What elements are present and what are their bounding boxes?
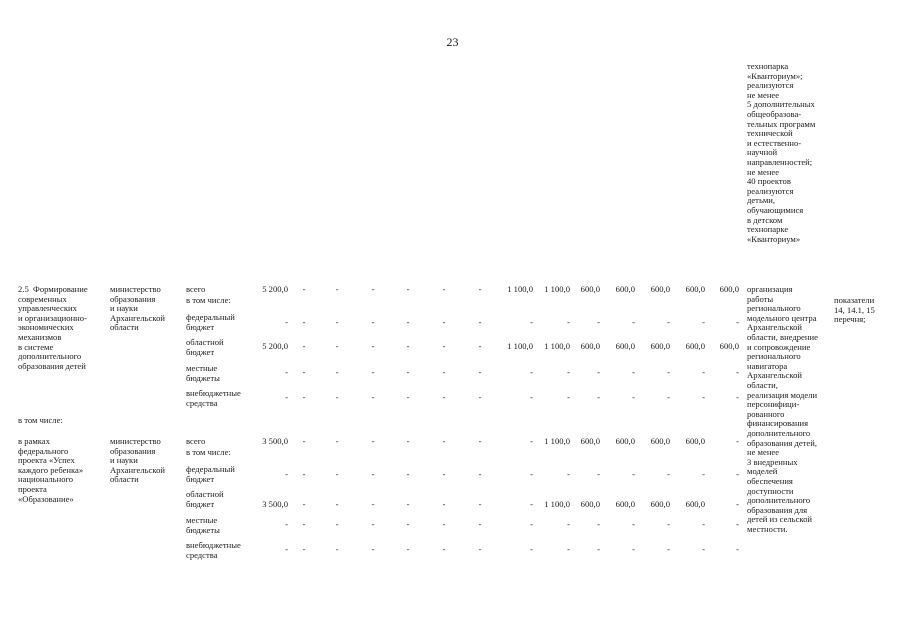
row25-result-line: организация xyxy=(747,284,793,294)
row_fp-value-total: - xyxy=(371,436,375,446)
row_25-value-regional: - xyxy=(406,341,410,351)
row_fp-source-local: местные xyxy=(186,515,218,525)
row_25-value-federal: - xyxy=(478,317,482,327)
row_25-value-regional: - xyxy=(335,341,339,351)
row_25-value-regional: - xyxy=(371,341,375,351)
continuation-line: направленностей; xyxy=(747,157,813,167)
row_fp-value-local: - xyxy=(632,519,635,529)
continuation-line: не менее xyxy=(747,89,780,100)
row_fp-value-regional: - xyxy=(736,499,739,509)
row25-result-line: доступности xyxy=(747,485,794,496)
row_25-value-extra: - xyxy=(702,392,705,402)
row_fp-executor-line: и науки xyxy=(110,455,138,466)
row_fp-value-local: - xyxy=(302,519,306,529)
row25-result-line: реализация модели xyxy=(747,389,818,400)
row_fp-value-regional: 600,0 xyxy=(580,499,600,509)
row_25-value-extra: - xyxy=(371,392,375,402)
row_25-value-total: - xyxy=(335,284,339,294)
row_fp-value-regional: 3 500,0 xyxy=(262,499,288,509)
continuation-line: технопарке xyxy=(747,224,789,235)
row_fp-value-extra: - xyxy=(567,544,570,554)
row_fp-value-federal: - xyxy=(335,469,339,479)
row_fp-executor-line: образования xyxy=(110,445,156,456)
continuation-line: детьми, xyxy=(747,195,776,206)
row_fp-value-extra: - xyxy=(736,544,739,554)
row_25-value-extra: - xyxy=(597,392,600,402)
row_25-source-federal: федеральный xyxy=(186,312,235,322)
row_fp-value-extra: - xyxy=(442,544,446,554)
row_fp-source-including: в том числе: xyxy=(186,446,231,457)
row_25-source-total: всего xyxy=(186,284,206,294)
row_fp-value-total: 600,0 xyxy=(685,436,705,446)
row_25-value-local: - xyxy=(702,367,705,377)
row_fp-value-regional: 600,0 xyxy=(615,499,635,509)
row_25-executor-line: образования xyxy=(110,293,156,304)
row_25-source-regional: бюджет xyxy=(186,346,215,357)
row_fp-value-local: - xyxy=(736,519,739,529)
row_25-value-local: - xyxy=(335,367,339,377)
row_25-value-extra: - xyxy=(667,392,670,402)
row25-result-line: образования для xyxy=(747,504,808,515)
row_25-value-federal: - xyxy=(371,317,375,327)
row_25-value-extra: - xyxy=(406,392,410,402)
row_25-value-total: - xyxy=(478,284,482,294)
row_25-value-federal: - xyxy=(597,317,600,327)
row_25-value-federal: - xyxy=(335,317,339,327)
row_25-executor-line: Архангельской xyxy=(110,312,165,323)
row25-result-line: обеспечения xyxy=(747,476,793,486)
row_25-value-local: - xyxy=(736,367,739,377)
row_25-value-regional: 1 100,0 xyxy=(544,341,570,351)
row_fp-value-extra: - xyxy=(302,544,306,554)
row_fp-value-total: - xyxy=(736,436,739,446)
row_fp-value-extra: - xyxy=(702,544,705,554)
row_fp-title-line: в рамках xyxy=(18,436,50,446)
row_25-value-regional: 600,0 xyxy=(615,341,635,351)
row25-indicators-line: показатели xyxy=(834,295,875,305)
row25-result-line: и сопровождение xyxy=(747,341,811,352)
row_25-value-regional: 5 200,0 xyxy=(262,341,288,351)
row25-result-line: области, xyxy=(747,380,778,390)
row_fp-executor-line: области xyxy=(110,474,139,485)
row_fp-value-total: 1 100,0 xyxy=(544,436,570,446)
row_25-value-local: - xyxy=(442,367,446,377)
continuation-line: реализуются xyxy=(747,80,794,91)
page-number: 23 xyxy=(446,35,459,49)
row_fp-value-total: - xyxy=(406,436,410,446)
row_25-value-local: - xyxy=(567,367,570,377)
row_fp-title-line: проекта xyxy=(18,484,47,494)
row_25-value-regional: 600,0 xyxy=(719,341,739,351)
row_fp-value-local: - xyxy=(530,519,533,529)
row_25-value-extra: - xyxy=(335,392,339,402)
row_25-value-local: - xyxy=(667,367,670,377)
continuation-line: тельных программ xyxy=(747,118,816,129)
row_fp-value-federal: - xyxy=(597,469,600,479)
row_25-executor-line: области xyxy=(110,322,139,333)
row_25-value-regional: 600,0 xyxy=(650,341,670,351)
row_fp-title-line: национального xyxy=(18,474,74,485)
row25-result-line: моделей xyxy=(747,466,778,477)
continuation-line: не менее xyxy=(747,166,780,177)
row_fp-value-federal: - xyxy=(702,469,705,479)
row_fp-value-total: 600,0 xyxy=(580,436,600,446)
continuation-line: 40 проектов xyxy=(747,176,791,187)
row25-result-line: регионального xyxy=(747,351,801,362)
row_fp-source-regional: областной xyxy=(186,489,224,499)
row_25-title-line: современных xyxy=(18,293,67,304)
row_25-source-local: бюджеты xyxy=(186,372,220,383)
continuation-line: научной xyxy=(747,147,778,158)
row_25-value-extra: - xyxy=(530,392,533,402)
row_25-value-total: 1 100,0 xyxy=(544,284,570,294)
row_fp-value-local: - xyxy=(702,519,705,529)
row_25-value-federal: - xyxy=(667,317,670,327)
row_25-value-total: - xyxy=(442,284,446,294)
row_fp-title-line: федерального xyxy=(18,445,69,456)
row_fp-value-extra: - xyxy=(335,544,339,554)
row_25-value-regional: 600,0 xyxy=(580,341,600,351)
row_25-value-federal: - xyxy=(442,317,446,327)
row_25-value-extra: - xyxy=(442,392,446,402)
row25-result-line: регионального xyxy=(747,303,801,314)
row_25-value-federal: - xyxy=(530,317,533,327)
row_25-value-regional: - xyxy=(302,341,306,351)
row_25-value-regional: 600,0 xyxy=(685,341,705,351)
row25-result-line: дополнительного xyxy=(747,428,811,438)
row_fp-value-extra: - xyxy=(406,544,410,554)
row25-result-line: персонифици- xyxy=(747,399,800,410)
row_fp-executor-line: министерство xyxy=(110,436,161,446)
row_fp-value-regional: 600,0 xyxy=(685,499,705,509)
row_fp-value-extra: - xyxy=(371,544,375,554)
row_25-source-including: в том числе: xyxy=(186,294,231,305)
row_fp-value-regional: - xyxy=(530,499,533,509)
row_fp-value-total: - xyxy=(302,436,306,446)
row_fp-value-federal: - xyxy=(530,469,533,479)
row_25-title-line: образования детей xyxy=(18,360,86,371)
continuation-line: технопарка xyxy=(747,61,789,71)
row_fp-value-regional: 600,0 xyxy=(650,499,670,509)
row_25-value-extra: - xyxy=(567,392,570,402)
row_fp-value-total: 600,0 xyxy=(615,436,635,446)
row_25-value-total: 5 200,0 xyxy=(262,284,288,294)
continuation-line: и естественно- xyxy=(747,137,802,148)
row_fp-value-regional: - xyxy=(442,499,446,509)
row_fp-value-extra: - xyxy=(632,544,635,554)
row_fp-source-regional: бюджет xyxy=(186,498,215,509)
row_25-value-local: - xyxy=(597,367,600,377)
row_fp-value-total: - xyxy=(335,436,339,446)
row_fp-value-federal: - xyxy=(567,469,570,479)
row_fp-value-total: - xyxy=(478,436,482,446)
row_25-value-local: - xyxy=(371,367,375,377)
row_25-title-line: в системе xyxy=(18,341,54,352)
continuation-line: технической xyxy=(747,128,793,139)
row25-result-line: не менее xyxy=(747,447,780,458)
row_fp-value-local: - xyxy=(478,519,482,529)
row_25-value-federal: - xyxy=(567,317,570,327)
row_fp-value-local: - xyxy=(567,519,570,529)
row_25-value-local: - xyxy=(406,367,410,377)
row_fp-value-federal: - xyxy=(736,469,739,479)
row_fp-value-federal: - xyxy=(632,469,635,479)
row_fp-value-total: 3 500,0 xyxy=(262,436,288,446)
row_25-value-federal: - xyxy=(406,317,410,327)
row_fp-title-line: проекта «Успех xyxy=(18,455,75,466)
row_fp-value-local: - xyxy=(335,519,339,529)
row25-result-line: 3 внедренных xyxy=(747,456,798,467)
row_fp-value-local: - xyxy=(406,519,410,529)
row_fp-value-extra: - xyxy=(597,544,600,554)
row_fp-value-federal: - xyxy=(302,469,306,479)
continuation-line: обучающимися xyxy=(747,205,804,215)
row_25-source-local: местные xyxy=(186,363,218,373)
row_fp-value-total: - xyxy=(442,436,446,446)
row_25-title-line: и организационно- xyxy=(18,312,87,323)
row25-result-line: дополнительного xyxy=(747,495,811,506)
row_fp-value-regional: 1 100,0 xyxy=(544,499,570,509)
row_25-executor-line: и науки xyxy=(110,303,138,314)
row_25-title-line: механизмов xyxy=(18,332,62,342)
row_25-value-federal: - xyxy=(285,317,288,327)
row_25-title-line: экономических xyxy=(18,322,74,333)
row_25-value-federal: - xyxy=(702,317,705,327)
row_25-title-line: 2.5 Формирование xyxy=(18,284,88,294)
row_25-value-regional: 1 100,0 xyxy=(507,341,533,351)
including-label: в том числе: xyxy=(18,415,63,425)
row_25-value-extra: - xyxy=(285,392,288,402)
row_25-value-local: - xyxy=(478,367,482,377)
row_fp-value-federal: - xyxy=(667,469,670,479)
row_25-value-extra: - xyxy=(736,392,739,402)
row_fp-value-extra: - xyxy=(667,544,670,554)
row_25-value-total: 600,0 xyxy=(719,284,739,294)
row_fp-value-total: 600,0 xyxy=(650,436,670,446)
row_25-source-federal: бюджет xyxy=(186,321,215,332)
continuation-line: 5 дополнительных xyxy=(747,99,815,110)
row_fp-source-federal: бюджет xyxy=(186,473,215,484)
row_fp-value-federal: - xyxy=(285,469,288,479)
row_fp-value-local: - xyxy=(285,519,288,529)
row_fp-value-federal: - xyxy=(442,469,446,479)
row_25-value-federal: - xyxy=(736,317,739,327)
row25-result-line: местности. xyxy=(747,524,788,534)
row_25-value-federal: - xyxy=(632,317,635,327)
row_25-value-total: 600,0 xyxy=(580,284,600,294)
row_fp-value-regional: - xyxy=(302,499,306,509)
row_fp-value-total: - xyxy=(530,436,533,446)
row_fp-source-extra: средства xyxy=(186,549,218,560)
row_25-value-total: 600,0 xyxy=(685,284,705,294)
row_25-source-regional: областной xyxy=(186,337,224,347)
row_25-title-line: дополнительного xyxy=(18,351,82,362)
row_fp-executor-line: Архангельской xyxy=(110,464,165,475)
row_fp-value-local: - xyxy=(371,519,375,529)
row25-result-line: Архангельской xyxy=(747,322,802,333)
row_25-value-regional: - xyxy=(442,341,446,351)
row25-result-line: рованного xyxy=(747,408,785,419)
continuation-line: в детском xyxy=(747,214,783,225)
row_fp-value-regional: - xyxy=(406,499,410,509)
row_25-value-local: - xyxy=(632,367,635,377)
row_fp-value-regional: - xyxy=(371,499,375,509)
row_25-executor-line: министерство xyxy=(110,284,161,294)
row_fp-value-federal: - xyxy=(406,469,410,479)
row_25-value-federal: - xyxy=(302,317,306,327)
row_fp-value-local: - xyxy=(667,519,670,529)
continuation-line: «Кванториум» xyxy=(747,233,801,244)
row_fp-value-federal: - xyxy=(371,469,375,479)
continuation-line: реализуются xyxy=(747,185,794,196)
row_25-value-extra: - xyxy=(478,392,482,402)
row25-result-line: области, внедрение xyxy=(747,332,818,342)
row_25-value-total: 600,0 xyxy=(650,284,670,294)
row25-result-line: образования детей, xyxy=(747,437,817,448)
row_25-value-extra: - xyxy=(302,392,306,402)
row_fp-value-extra: - xyxy=(285,544,288,554)
row_fp-source-federal: федеральный xyxy=(186,464,235,474)
row_25-value-regional: - xyxy=(478,341,482,351)
row_fp-value-local: - xyxy=(442,519,446,529)
row25-result-line: Архангельской xyxy=(747,370,802,381)
row25-result-line: модельного центра xyxy=(747,312,817,323)
row_25-value-local: - xyxy=(530,367,533,377)
row_fp-title-line: каждого ребенка» xyxy=(18,464,84,475)
row_25-value-total: - xyxy=(302,284,306,294)
row_25-value-total: 1 100,0 xyxy=(507,284,533,294)
row_25-value-total: - xyxy=(406,284,410,294)
row25-result-line: детей из сельской xyxy=(747,514,813,525)
row_fp-title-line: «Образование» xyxy=(18,493,74,504)
row25-result-line: финансирования xyxy=(747,418,809,429)
row_25-value-total: - xyxy=(371,284,375,294)
row_fp-value-extra: - xyxy=(478,544,482,554)
row_fp-source-local: бюджеты xyxy=(186,524,220,535)
row25-result-line: работы xyxy=(747,293,774,304)
row_25-value-local: - xyxy=(285,367,288,377)
row_25-value-extra: - xyxy=(632,392,635,402)
row_fp-source-extra: внебюджетные xyxy=(186,540,241,550)
row_25-source-extra: внебюджетные xyxy=(186,388,241,398)
row_fp-source-total: всего xyxy=(186,436,206,446)
row25-indicators-line: 14, 14.1, 15 xyxy=(834,304,875,315)
continuation-line: общеобразова- xyxy=(747,109,802,119)
row_25-value-local: - xyxy=(302,367,306,377)
row_fp-value-regional: - xyxy=(335,499,339,509)
row_fp-value-regional: - xyxy=(478,499,482,509)
row25-result-line: навигатора xyxy=(747,360,788,371)
row_fp-value-extra: - xyxy=(530,544,533,554)
row25-indicators-line: перечня; xyxy=(834,314,866,325)
row_25-title-line: управленческих xyxy=(18,303,77,314)
row_25-value-total: 600,0 xyxy=(615,284,635,294)
row_fp-value-federal: - xyxy=(478,469,482,479)
row_fp-value-local: - xyxy=(597,519,600,529)
row_25-source-extra: средства xyxy=(186,397,218,408)
continuation-line: «Кванториум»; xyxy=(747,70,803,81)
